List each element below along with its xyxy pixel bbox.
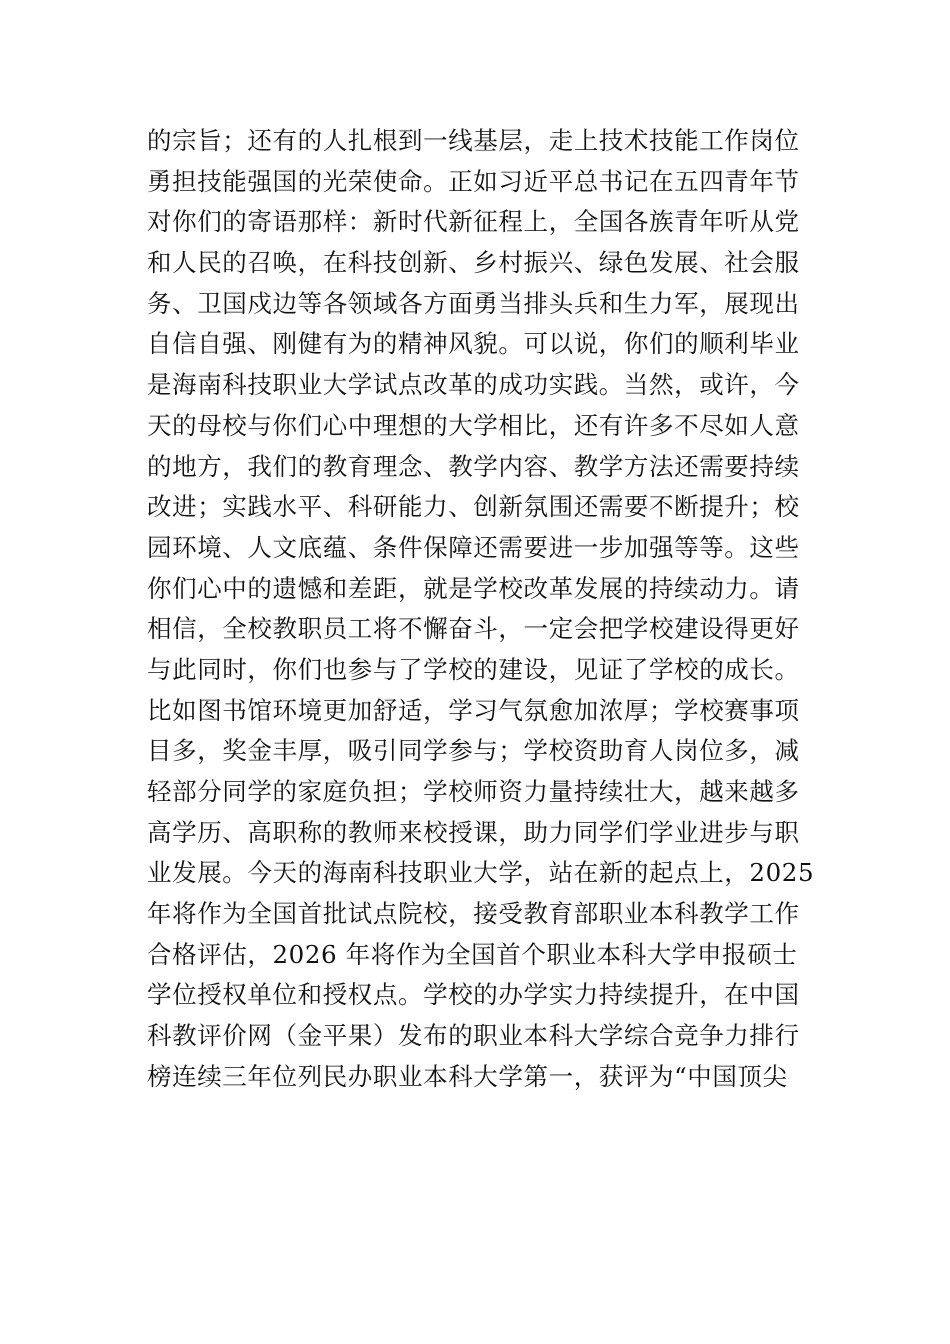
text-line: 天的母校与你们心中理想的大学相比，还有许多不尽如人意 bbox=[147, 410, 800, 440]
text-line: 榜连续三年位列民办职业本科大学第一，获评为“中国顶尖 bbox=[147, 1061, 788, 1091]
text-line: 轻部分同学的家庭负担；学校师资力量持续壮大，越来越多 bbox=[147, 777, 800, 806]
text-line: 目多，奖金丰厚，吸引同学参与；学校资助育人岗位多，减 bbox=[147, 736, 800, 766]
text-line: 业发展。今天的海南科技职业大学，站在新的起点上，2025 bbox=[147, 858, 815, 888]
text-line: 高学历、高职称的教师来校授课，助力同学们学业进步与职 bbox=[147, 817, 800, 847]
text-line: 自信自强、刚健有为的精神风貌。可以说，你们的顺利毕业 bbox=[147, 329, 800, 359]
text-line: 相信，全校教职员工将不懈奋斗，一定会把学校建设得更好 bbox=[147, 614, 800, 644]
text-line: 的宗旨；还有的人扎根到一线基层，走上技术技能工作岗位 bbox=[147, 126, 800, 155]
body-text bbox=[147, 121, 817, 1098]
text-line: 和人民的召唤，在科技创新、乡村振兴、绿色发展、社会服 bbox=[147, 248, 800, 278]
text-line: 对你们的寄语那样：新时代新征程上，全国各族青年听从党 bbox=[147, 207, 800, 237]
text-line: 你们心中的遗憾和差距，就是学校改革发展的持续动力。请 bbox=[147, 573, 800, 603]
text-line: 合格评估，2026 年将作为全国首个职业本科大学申报硕士 bbox=[147, 939, 798, 969]
text-line: 比如图书馆环境更加舒适，学习气氛愈加浓厚；学校赛事项 bbox=[147, 695, 800, 725]
text-line: 的地方，我们的教育理念、教学内容、教学方法还需要持续 bbox=[147, 451, 800, 481]
text-line: 年将作为全国首批试点院校，接受教育部职业本科教学工作 bbox=[147, 899, 800, 929]
text-line: 园环境、人文底蕴、条件保障还需要进一步加强等等。这些 bbox=[147, 532, 800, 562]
text-line: 务、卫国戍边等各领域各方面勇当排头兵和生力军，展现出 bbox=[147, 288, 800, 318]
text-line: 学位授权单位和授权点。学校的办学实力持续提升，在中国 bbox=[147, 980, 800, 1010]
text-line: 与此同时，你们也参与了学校的建设，见证了学校的成长。 bbox=[147, 654, 800, 684]
text-line: 是海南科技职业大学试点改革的成功实践。当然，或许，今 bbox=[147, 370, 800, 400]
text-line: 勇担技能强国的光荣使命。正如习近平总书记在五四青年节 bbox=[147, 166, 800, 196]
text-line: 改进；实践水平、科研能力、创新氛围还需要不断提升；校 bbox=[147, 492, 800, 522]
text-line: 科教评价网（金平果）发布的职业本科大学综合竞争力排行 bbox=[147, 1021, 800, 1051]
